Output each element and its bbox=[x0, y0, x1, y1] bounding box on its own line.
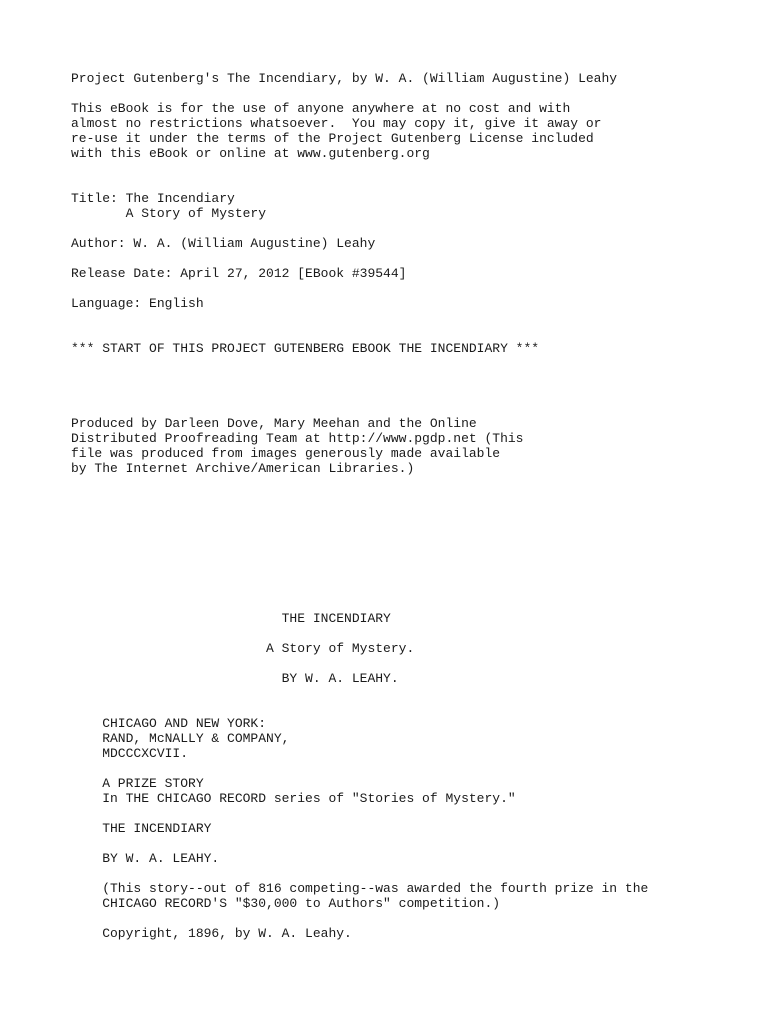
text-line: Distributed Proofreading Team at http://www.pgdp.net (This bbox=[71, 431, 524, 446]
text-line: *** START OF THIS PROJECT GUTENBERG EBOOK THE INCENDIARY *** bbox=[71, 341, 540, 356]
text-line bbox=[71, 326, 648, 341]
text-line bbox=[71, 701, 648, 716]
text-line bbox=[71, 911, 648, 926]
text-line: CHICAGO RECORD'S "$30,000 to Authors" competition.) bbox=[71, 896, 501, 911]
text-line: CHICAGO AND NEW YORK: bbox=[71, 716, 267, 731]
text-line bbox=[71, 161, 648, 176]
text-line bbox=[71, 521, 648, 536]
text-line: Release Date: April 27, 2012 [EBook #39544] bbox=[71, 266, 407, 281]
text-line bbox=[71, 536, 648, 551]
text-line bbox=[71, 686, 648, 701]
text-line: Title: The Incendiary bbox=[71, 191, 235, 206]
text-line: MDCCCXCVII. bbox=[71, 746, 189, 761]
text-line bbox=[71, 311, 648, 326]
text-line bbox=[71, 866, 648, 881]
text-line: This eBook is for the use of anyone anywhere at no cost and with bbox=[71, 101, 571, 116]
text-line bbox=[71, 551, 648, 566]
text-line: re-use it under the terms of the Project Gutenberg License included bbox=[71, 131, 594, 146]
text-line bbox=[71, 176, 648, 191]
text-line: by The Internet Archive/American Libraries.) bbox=[71, 461, 415, 476]
text-line: BY W. A. LEAHY. bbox=[71, 671, 399, 686]
text-line: almost no restrictions whatsoever. You may copy it, give it away or bbox=[71, 116, 602, 131]
text-line bbox=[71, 806, 648, 821]
text-line bbox=[71, 251, 648, 266]
text-line: BY W. A. LEAHY. bbox=[71, 851, 220, 866]
text-line: (This story--out of 816 competing--was awarded the fourth prize in the bbox=[71, 881, 649, 896]
text-line bbox=[71, 596, 648, 611]
text-line: A Story of Mystery. bbox=[71, 641, 415, 656]
text-line: A PRIZE STORY bbox=[71, 776, 204, 791]
text-line bbox=[71, 476, 648, 491]
text-line: Author: W. A. (William Augustine) Leahy bbox=[71, 236, 376, 251]
text-line bbox=[71, 371, 648, 386]
text-line bbox=[71, 566, 648, 581]
text-line bbox=[71, 581, 648, 596]
text-line: with this eBook or online at www.gutenberg.org bbox=[71, 146, 430, 161]
text-line: Copyright, 1896, by W. A. Leahy. bbox=[71, 926, 352, 941]
text-line bbox=[71, 386, 648, 401]
text-line bbox=[71, 491, 648, 506]
text-line bbox=[71, 656, 648, 671]
text-line: file was produced from images generously made available bbox=[71, 446, 501, 461]
text-line bbox=[71, 626, 648, 641]
text-line: Language: English bbox=[71, 296, 204, 311]
text-line bbox=[71, 86, 648, 101]
text-line: Produced by Darleen Dove, Mary Meehan and the Online bbox=[71, 416, 477, 431]
text-line bbox=[71, 356, 648, 371]
text-line bbox=[71, 281, 648, 296]
text-line bbox=[71, 761, 648, 776]
text-line bbox=[71, 401, 648, 416]
text-line: THE INCENDIARY bbox=[71, 821, 212, 836]
text-line: Project Gutenberg's The Incendiary, by W. A. (William Augustine) Leahy bbox=[71, 71, 618, 86]
text-line bbox=[71, 836, 648, 851]
text-line: THE INCENDIARY bbox=[71, 611, 391, 626]
text-line bbox=[71, 506, 648, 521]
text-line bbox=[71, 221, 648, 236]
text-line: In THE CHICAGO RECORD series of "Stories of Mystery." bbox=[71, 791, 516, 806]
ebook-text bbox=[71, 71, 648, 941]
text-line: A Story of Mystery bbox=[71, 206, 267, 221]
text-line: RAND, McNALLY & COMPANY, bbox=[71, 731, 290, 746]
